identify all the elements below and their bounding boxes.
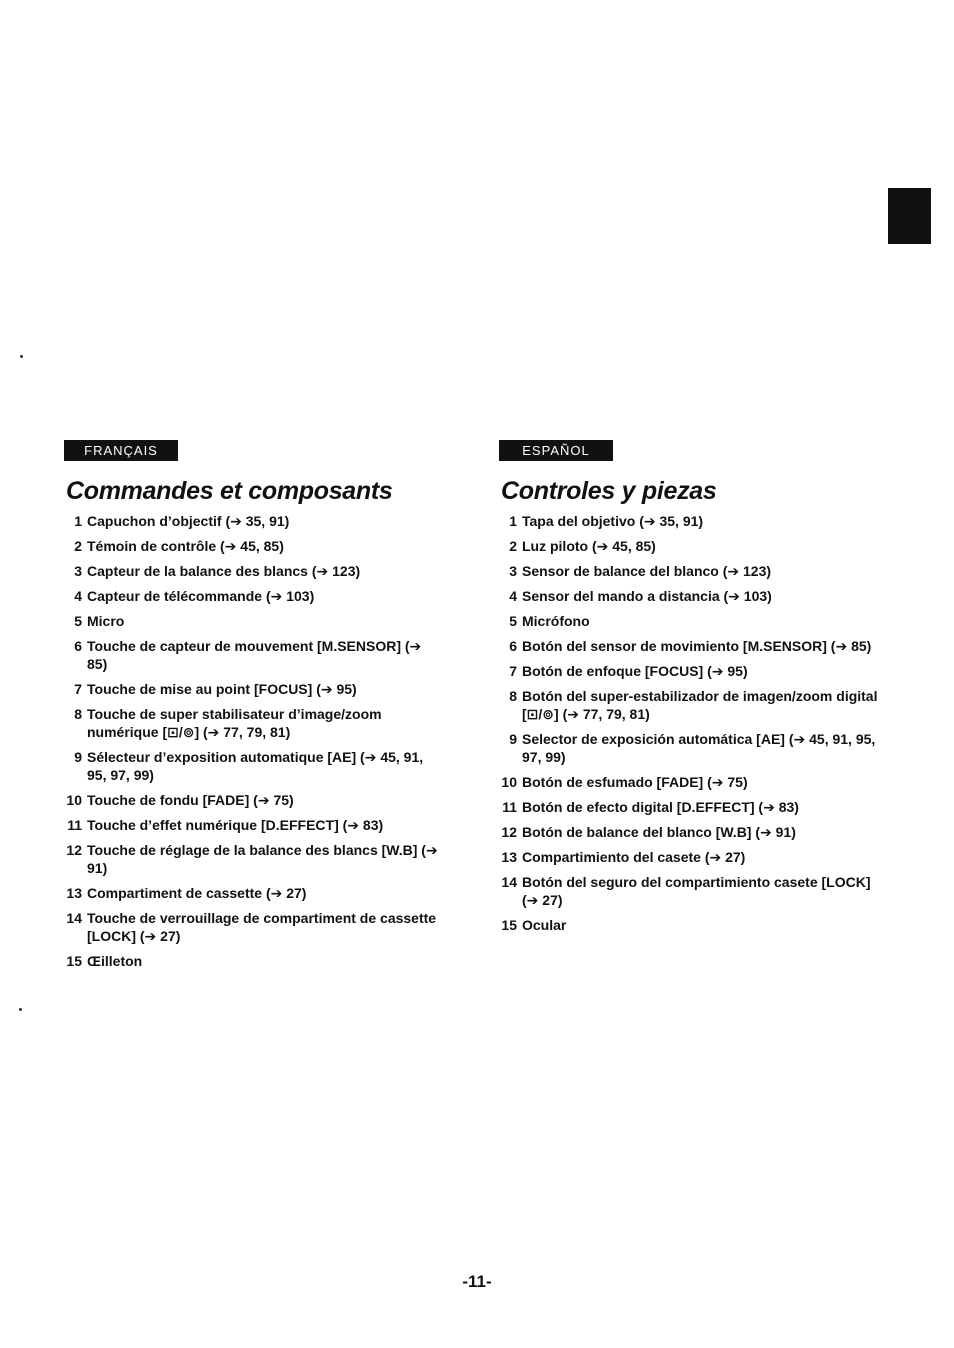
item-number: 2 <box>74 538 82 554</box>
item-number: 13 <box>501 849 517 865</box>
item-text: Micro <box>87 613 125 629</box>
item-number: 1 <box>74 513 82 529</box>
list-item <box>499 873 879 909</box>
item-text: Capuchon d’objectif (➔ 35, 91) <box>87 513 290 529</box>
item-text: Témoin de contrôle (➔ 45, 85) <box>87 538 284 554</box>
item-text: Compartiment de cassette (➔ 27) <box>87 885 307 901</box>
item-number: 10 <box>66 792 82 808</box>
item-text: Touche de capteur de mouvement [M.SENSOR] (➔ 85) <box>87 638 422 672</box>
language-badge-francais: FRANÇAIS <box>64 440 178 461</box>
item-text: Tapa del objetivo (➔ 35, 91) <box>522 513 704 529</box>
language-badge-espanol: ESPAÑOL <box>499 440 613 461</box>
list-item <box>64 680 444 698</box>
item-number: 3 <box>509 563 517 579</box>
item-number: 11 <box>67 817 82 833</box>
list-item <box>499 662 879 680</box>
item-text: Botón del seguro del compartimiento casete [LOCK] (➔ 27) <box>522 874 871 908</box>
list-item <box>64 952 444 970</box>
page-number: -11- <box>462 1272 492 1291</box>
item-number: 4 <box>509 588 517 604</box>
item-number: 8 <box>74 706 82 722</box>
item-text: Touche de réglage de la balance des blancs [W.B] (➔ 91) <box>87 842 438 876</box>
francais-section <box>64 440 444 977</box>
item-text: Micrófono <box>522 613 590 629</box>
item-text: Touche de super stabilisateur d’image/zoom numérique [⊡/⊚] (➔ 77, 79, 81) <box>87 706 382 740</box>
item-text: Sensor del mando a distancia (➔ 103) <box>522 588 772 604</box>
item-text: Sélecteur d’exposition automatique [AE] (➔ 45, 91, 95, 97, 99) <box>87 749 424 783</box>
list-item <box>64 748 444 784</box>
item-number: 9 <box>509 731 517 747</box>
list-item <box>499 823 879 841</box>
item-number: 9 <box>74 749 82 765</box>
item-text: Luz piloto (➔ 45, 85) <box>522 538 656 554</box>
list-item <box>64 791 444 809</box>
list-item <box>499 612 879 630</box>
item-text: Botón de balance del blanco [W.B] (➔ 91) <box>522 824 796 840</box>
item-number: 2 <box>509 538 517 554</box>
list-item <box>499 587 879 605</box>
list-item <box>499 562 879 580</box>
scan-speck <box>20 355 23 358</box>
item-text: Botón del super-estabilizador de imagen/zoom digital [⊡/⊚] (➔ 77, 79, 81) <box>522 688 878 722</box>
item-number: 13 <box>66 885 82 901</box>
item-number: 1 <box>509 513 517 529</box>
list-item <box>499 798 879 816</box>
item-number: 6 <box>74 638 82 654</box>
item-text: Touche de verrouillage de compartiment de cassette [LOCK] (➔ 27) <box>87 910 437 944</box>
item-text: Selector de exposición automática [AE] (➔ 45, 91, 95, 97, 99) <box>522 731 876 765</box>
item-text: Touche d’effet numérique [D.EFFECT] (➔ 83) <box>87 817 384 833</box>
list-item <box>499 537 879 555</box>
item-number: 7 <box>509 663 517 679</box>
list-item <box>64 637 444 673</box>
item-number: 3 <box>74 563 82 579</box>
item-number: 12 <box>66 842 82 858</box>
item-text: Ocular <box>522 917 567 933</box>
list-item <box>64 841 444 877</box>
list-item <box>499 848 879 866</box>
list-item <box>64 816 444 834</box>
list-item <box>64 537 444 555</box>
item-number: 8 <box>509 688 517 704</box>
scan-speck <box>19 1008 22 1011</box>
list-item <box>499 916 879 934</box>
list-item <box>499 512 879 530</box>
list-item <box>64 512 444 530</box>
list-item <box>64 884 444 902</box>
item-text: Botón de esfumado [FADE] (➔ 75) <box>522 774 748 790</box>
section-title-francais: Commandes et composants <box>66 477 393 505</box>
item-text: Capteur de télécommande (➔ 103) <box>87 588 315 604</box>
item-number: 7 <box>74 681 82 697</box>
item-text: Touche de mise au point [FOCUS] (➔ 95) <box>87 681 357 697</box>
item-number: 5 <box>74 613 82 629</box>
item-number: 12 <box>501 824 517 840</box>
item-text: Botón de efecto digital [D.EFFECT] (➔ 83) <box>522 799 799 815</box>
item-text: Sensor de balance del blanco (➔ 123) <box>522 563 772 579</box>
item-text: Touche de fondu [FADE] (➔ 75) <box>87 792 294 808</box>
section-title-espanol: Controles y piezas <box>501 477 717 505</box>
item-number: 6 <box>509 638 517 654</box>
parts-list-espanol <box>499 512 879 934</box>
list-item <box>64 562 444 580</box>
list-item <box>499 773 879 791</box>
item-number: 15 <box>501 917 517 933</box>
espanol-section <box>499 440 879 941</box>
list-item <box>64 587 444 605</box>
item-number: 14 <box>501 874 517 890</box>
item-number: 15 <box>66 953 82 969</box>
chapter-tab-marker <box>888 188 931 244</box>
list-item <box>64 705 444 741</box>
list-item <box>499 730 879 766</box>
list-item <box>64 612 444 630</box>
item-number: 5 <box>509 613 517 629</box>
item-text: Capteur de la balance des blancs (➔ 123) <box>87 563 361 579</box>
item-text: Botón del sensor de movimiento [M.SENSOR] (➔ 85) <box>522 638 872 654</box>
item-number: 4 <box>74 588 82 604</box>
item-text: Botón de enfoque [FOCUS] (➔ 95) <box>522 663 748 679</box>
list-item <box>499 687 879 723</box>
parts-list-francais <box>64 512 444 970</box>
item-text: Œilleton <box>87 953 143 969</box>
list-item <box>499 637 879 655</box>
item-number: 14 <box>66 910 82 926</box>
item-number: 11 <box>502 799 517 815</box>
item-text: Compartimiento del casete (➔ 27) <box>522 849 746 865</box>
list-item <box>64 909 444 945</box>
item-number: 10 <box>501 774 517 790</box>
